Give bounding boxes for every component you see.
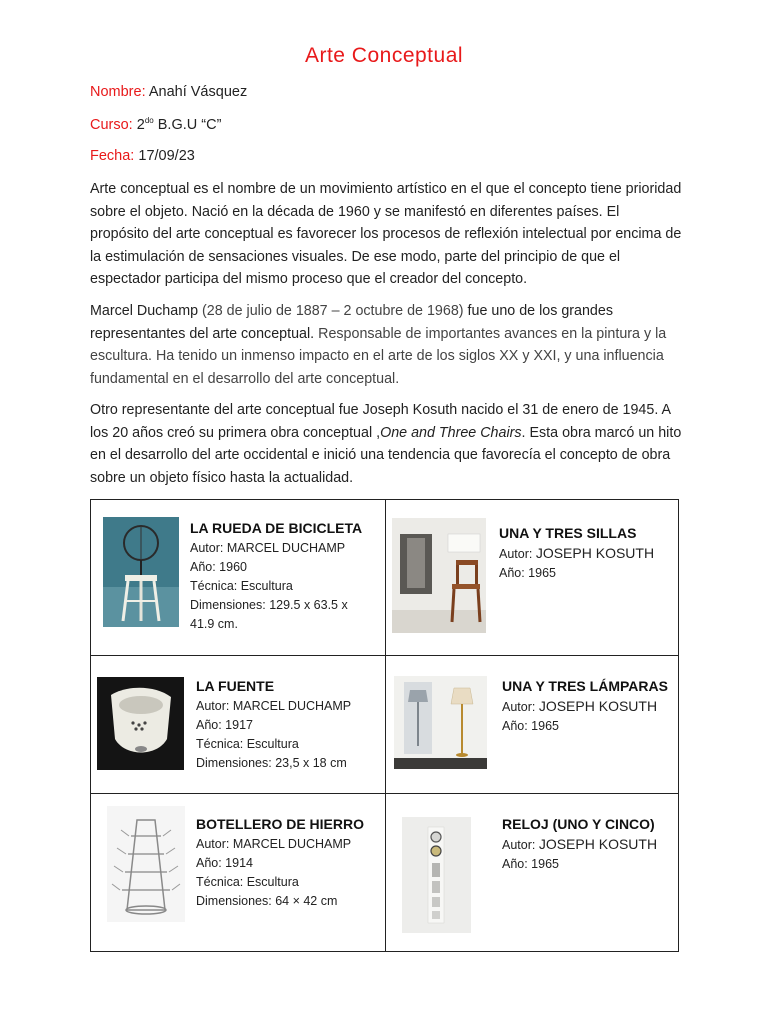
fuente-title: LA FUENTE <box>196 678 275 694</box>
paragraph-kosuth <box>90 399 682 489</box>
rueda-title: LA RUEDA DE BICICLETA <box>190 520 363 536</box>
work-cell-reloj <box>386 794 679 952</box>
work-cell-botellero <box>91 794 386 952</box>
fuente-info <box>196 677 351 773</box>
nombre-value: Anahí Vásquez <box>148 84 248 100</box>
p2-dates: (28 de julio de 1887 – 2 octubre de 1968) <box>202 303 464 319</box>
clock-image <box>402 817 471 933</box>
works-table <box>90 499 679 952</box>
fuente-autor: Autor: MARCEL DUCHAMP <box>196 699 352 713</box>
fecha-value: 17/09/23 <box>138 148 195 164</box>
rueda-info <box>190 519 362 634</box>
fuente-tecnica: Técnica: Escultura <box>196 737 299 751</box>
paragraph-intro: Arte conceptual es el nombre de un movimiento artístico en el que el concepto tiene prioridad sobre el objeto. Nació en la década de 1960 y se manifestó en diferentes países. El propósito del arte conceptual es favorecer los procesos de reflexión intelectual por encima de la estimulación de sensaciones visuales. De ese modo, parte del principio de que el espectador participa del mismo proceso que el creador del concepto. <box>90 181 682 287</box>
paragraph-duchamp <box>90 300 682 390</box>
sillas-title: UNA Y TRES SILLAS <box>499 525 637 541</box>
nombre-label: Nombre: <box>90 84 146 100</box>
p2-role: fue uno de los grandes representantes del arte conceptual. <box>90 303 613 342</box>
botellero-info <box>196 815 364 911</box>
curso-label: Curso: <box>90 116 133 133</box>
fountain-image <box>97 677 184 770</box>
sillas-autor-value: JOSEPH KOSUTH <box>535 545 655 561</box>
sillas-autor-label: Autor: <box>499 547 536 561</box>
botellero-dim: Dimensiones: 64 × 42 cm <box>196 894 338 908</box>
rueda-tecnica: Técnica: Escultura <box>190 579 293 593</box>
p3-work: One and Three Chairs <box>380 424 522 441</box>
fuente-dim: Dimensiones: 23,5 x 18 cm <box>196 756 347 770</box>
lamparas-autor-value: JOSEPH KOSUTH <box>538 698 658 714</box>
reloj-info <box>502 815 657 874</box>
lamps-image <box>394 676 487 769</box>
work-cell-fuente <box>91 656 386 794</box>
rueda-dim1: Dimensiones: 129.5 x 63.5 x <box>190 598 348 612</box>
work-cell-lamparas <box>386 656 679 794</box>
p2-name: Marcel Duchamp <box>90 303 203 319</box>
curso-field <box>90 116 221 133</box>
reloj-anio: Año: 1965 <box>502 857 559 871</box>
chairs-image <box>392 518 486 633</box>
bicycle-wheel-image <box>103 517 179 627</box>
rueda-autor: Autor: MARCEL DUCHAMP <box>190 541 346 555</box>
p3-a: Otro representante del arte conceptual fue Joseph Kosuth nacido el 31 de enero de 1945. A los 20 años creó su primera obra conceptual , <box>90 402 671 441</box>
botellero-title: BOTELLERO DE HIERRO <box>196 816 365 832</box>
botellero-autor: Autor: MARCEL DUCHAMP <box>196 837 352 851</box>
work-cell-rueda <box>91 500 386 656</box>
bottle-rack-image <box>107 806 185 922</box>
lamparas-autor-label: Autor: <box>502 700 539 714</box>
reloj-autor-label: Autor: <box>502 838 539 852</box>
sillas-anio: Año: 1965 <box>499 566 556 580</box>
fuente-anio: Año: 1917 <box>196 718 253 732</box>
curso-rest: B.G.U “C” <box>157 116 222 133</box>
fecha-label: Fecha: <box>90 148 135 164</box>
p2-rest: Responsable de importantes avances en la pintura y la escultura. Ha tenido un inmenso impacto en el arte de los siglos XX y XXI, y una influencia fundamental en el desarrollo del arte conceptual. <box>90 325 667 387</box>
sillas-info <box>499 524 654 583</box>
nombre-field <box>90 84 247 100</box>
curso-num: 2 <box>136 116 145 133</box>
curso-sup: do <box>144 116 154 125</box>
work-cell-sillas <box>386 500 679 656</box>
lamparas-info <box>502 677 668 736</box>
p3-c: . Esta obra marcó un hito en el desarrollo del arte occidental e inició una tendencia que favorecía el concepto de obra sobre un objeto físico hasta la actualidad. <box>90 424 682 486</box>
page-title: Arte Conceptual <box>304 44 464 67</box>
lamparas-anio: Año: 1965 <box>502 719 559 733</box>
lamparas-title: UNA Y TRES LÁMPARAS <box>502 678 668 694</box>
botellero-anio: Año: 1914 <box>196 856 253 870</box>
botellero-tecnica: Técnica: Escultura <box>196 875 299 889</box>
rueda-dim2: 41.9 cm. <box>190 617 238 631</box>
reloj-title: RELOJ (UNO Y CINCO) <box>502 816 655 832</box>
fecha-field <box>90 148 195 164</box>
rueda-anio: Año: 1960 <box>190 560 247 574</box>
reloj-autor-value: JOSEPH KOSUTH <box>538 836 658 852</box>
